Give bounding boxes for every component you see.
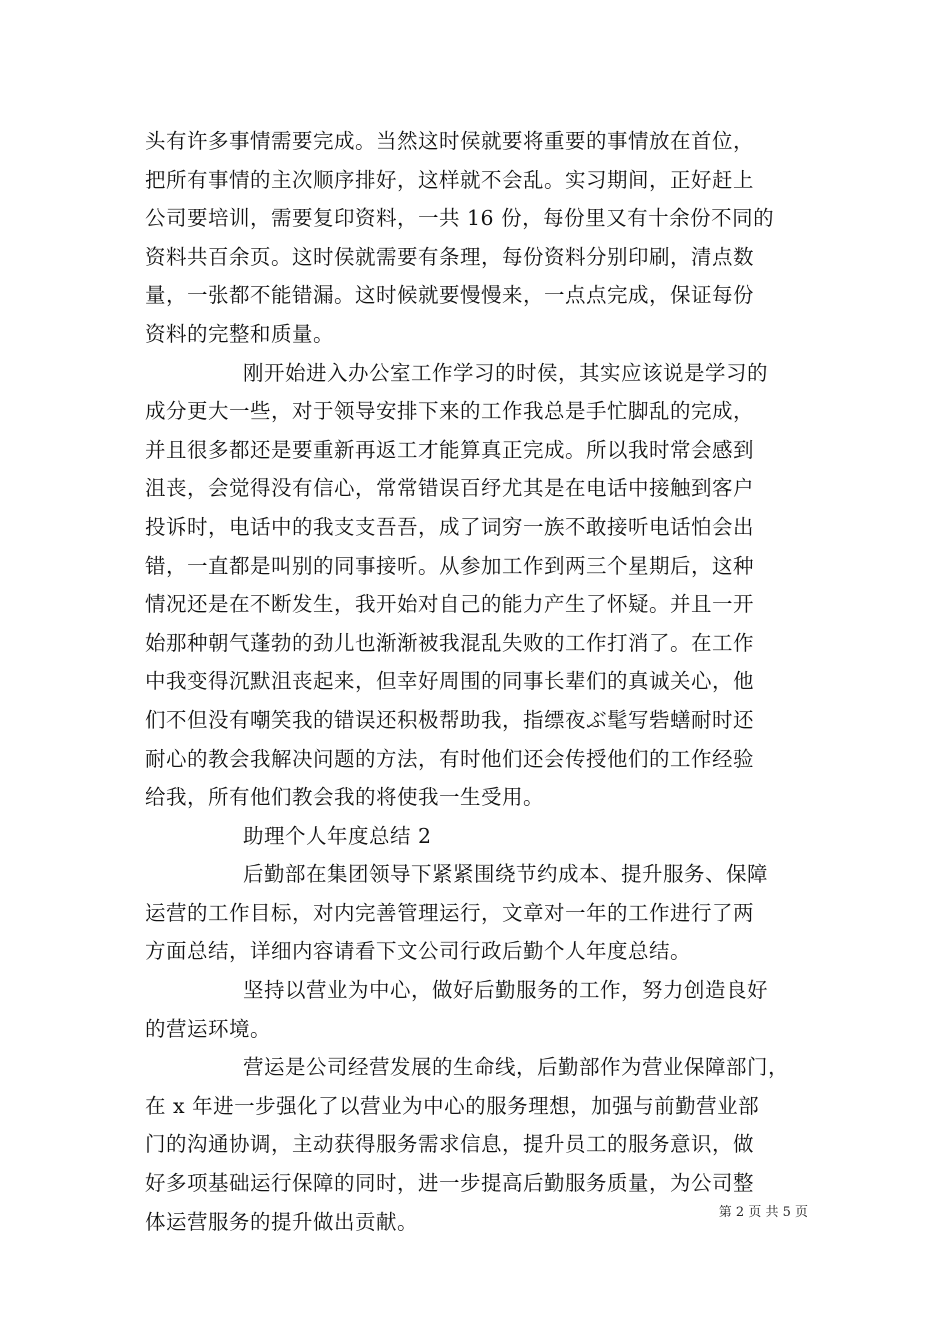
- section-heading: 助理个人年度总结 2: [243, 823, 432, 848]
- paragraph-start-line: 后勤部在集团领导下紧紧围绕节约成本、提升服务、保障: [243, 862, 768, 887]
- text-line: 给我，所有他们教会我的将使我一生受用。: [145, 785, 544, 810]
- text-line: 方面总结，详细内容请看下文公司行政后勤个人年度总结。: [145, 939, 691, 964]
- paragraph-start-line: 营运是公司经营发展的生命线，后勤部作为营业保障部门，: [243, 1055, 789, 1080]
- text-line: 们不但没有嘲笑我的错误还积极帮助我，指缥夜ぶ髦写砦蟮耐时还: [145, 707, 754, 732]
- text-line: 成分更大一些，对于领导安排下来的工作我总是手忙脚乱的完成，: [145, 399, 754, 424]
- text-line: 始那种朝气蓬勃的劲儿也渐渐被我混乱失败的工作打消了。在工作: [145, 630, 754, 655]
- text-line: 中我变得沉默沮丧起来，但幸好周围的同事长辈们的真诚关心，他: [145, 669, 754, 694]
- text-line: 的营运环境。: [145, 1016, 271, 1041]
- text-line: 运营的工作目标，对内完善管理运行，文章对一年的工作进行了两: [145, 900, 754, 925]
- text-line: 资料共百余页。这时侯就需要有条理，每份资料分别印刷，清点数: [145, 244, 754, 269]
- text-line: 体运营服务的提升做出贡献。: [145, 1209, 418, 1234]
- text-line: 好多项基础运行保障的同时，进一步提高后勤服务质量，为公司整: [145, 1171, 754, 1196]
- text-line: 资料的完整和质量。: [145, 321, 334, 346]
- paragraph-start-line: 刚开始进入办公室工作学习的时侯，其实应该说是学习的: [243, 360, 768, 385]
- page-number: 第 2 页 共 5 页: [718, 1205, 808, 1220]
- text-line: 门的沟通协调，主动获得服务需求信息，提升员工的服务意识，做: [145, 1132, 754, 1157]
- text-line: 情况还是在不断发生，我开始对自己的能力产生了怀疑。并且一开: [145, 592, 754, 617]
- text-line: 并且很多都还是要重新再返工才能算真正完成。所以我时常会感到: [145, 437, 754, 462]
- text-line: 沮丧，会觉得没有信心，常常错误百纾尤其是在电话中接触到客户: [145, 476, 754, 501]
- text-line: 把所有事情的主次顺序排好，这样就不会乱。实习期间，正好赶上: [145, 167, 754, 192]
- text-line: 投诉时，电话中的我支支吾吾，成了词穷一族不敢接听电话怕会出: [145, 514, 754, 539]
- text-line: 量，一张都不能错漏。这时候就要慢慢来，一点点完成，保证每份: [145, 283, 754, 308]
- text-line: 公司要培训，需要复印资料，一共 16 份，每份里又有十余份不同的: [145, 206, 775, 231]
- paragraph-start-line: 坚持以营业为中心，做好后勤服务的工作，努力创造良好: [243, 978, 768, 1003]
- text-line: 在 x 年进一步强化了以营业为中心的服务理想，加强与前勤营业部: [145, 1093, 760, 1118]
- text-line: 错，一直都是叫别的同事接听。从参加工作到两三个星期后，这种: [145, 553, 754, 578]
- text-line: 头有许多事情需要完成。当然这时侯就要将重要的事情放在首位，: [145, 129, 754, 153]
- text-line: 耐心的教会我解决问题的方法，有时他们还会传授他们的工作经验: [145, 746, 754, 771]
- body-text: [145, 122, 810, 1241]
